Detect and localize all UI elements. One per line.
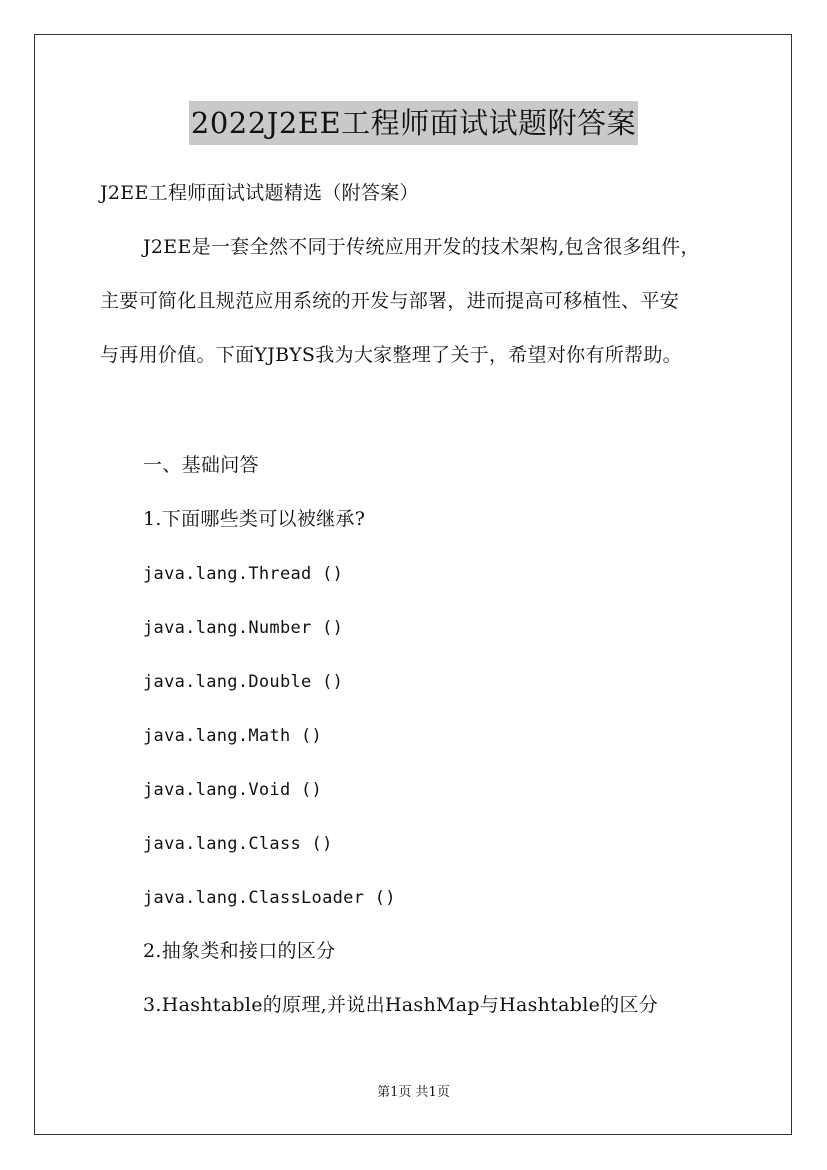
option-void: java.lang.Void () bbox=[143, 780, 323, 800]
section-heading: 一、基础问答 bbox=[143, 454, 259, 476]
option-math: java.lang.Math () bbox=[143, 726, 323, 746]
option-thread: java.lang.Thread () bbox=[143, 564, 344, 584]
intro-line-3: 与再用价值。下面YJBYS我为大家整理了关于，希望对你有所帮助。 bbox=[100, 344, 682, 366]
document-title: 2022J2EE工程师面试试题附答案 bbox=[189, 101, 638, 145]
option-class: java.lang.Class () bbox=[143, 834, 333, 854]
question-1: 1.下面哪些类可以被继承? bbox=[143, 508, 366, 530]
title-container bbox=[0, 101, 827, 145]
document-subtitle: J2EE工程师面试试题精选（附答案） bbox=[100, 182, 419, 204]
option-double: java.lang.Double () bbox=[143, 672, 344, 692]
intro-line-1: J2EE是一套全然不同于传统应用开发的技术架构,包含很多组件， bbox=[143, 236, 700, 258]
intro-line-2: 主要可简化且规范应用系统的开发与部署，进而提高可移植性、平安 bbox=[100, 290, 680, 312]
page-footer: 第1页 共1页 bbox=[377, 1085, 450, 1100]
question-2: 2.抽象类和接口的区分 bbox=[143, 940, 336, 962]
option-classloader: java.lang.ClassLoader () bbox=[143, 888, 396, 908]
question-3: 3.Hashtable的原理,并说出HashMap与Hashtable的区分 bbox=[143, 994, 659, 1016]
option-number: java.lang.Number () bbox=[143, 618, 344, 638]
